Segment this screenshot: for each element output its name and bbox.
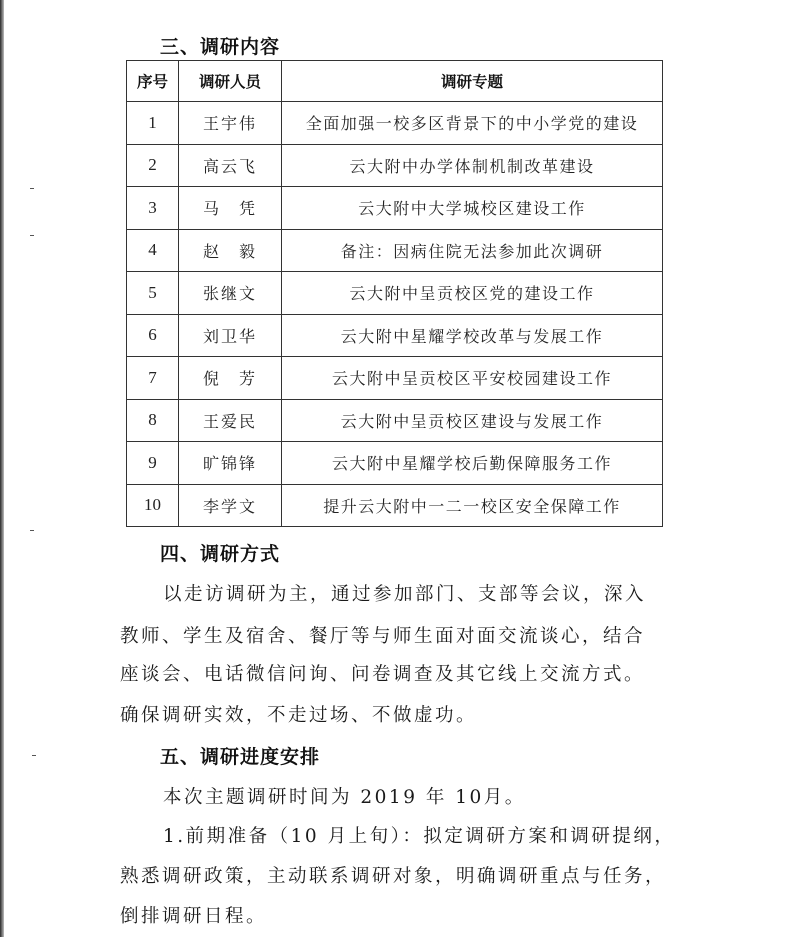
row-no: 10 — [127, 484, 179, 527]
row-person: 张继文 — [179, 272, 282, 315]
row-no: 2 — [127, 144, 179, 187]
row-person: 王爱民 — [179, 399, 282, 442]
survey-assignment-table — [126, 60, 663, 527]
header-person: 调研人员 — [179, 61, 282, 102]
row-no: 5 — [127, 272, 179, 315]
row-topic: 云大附中星耀学校后勤保障服务工作 — [282, 442, 663, 485]
section-5-item-1-line: 1.前期准备（10 月上旬）：拟定调研方案和调研提纲， — [163, 826, 676, 847]
row-no: 6 — [127, 314, 179, 357]
table-row — [127, 484, 663, 527]
section-4-paragraph-line: 座谈会、电话微信问询、问卷调查及其它线上交流方式。 — [120, 664, 646, 685]
row-person: 高云飞 — [179, 144, 282, 187]
table-row — [127, 187, 663, 230]
row-no: 4 — [127, 229, 179, 272]
section-4-paragraph-line: 以走访调研为主，通过参加部门、支部等会议，深入 — [163, 584, 647, 605]
row-person: 赵 毅 — [179, 229, 282, 272]
row-topic: 全面加强一校多区背景下的中小学党的建设 — [282, 102, 663, 145]
row-topic: 云大附中呈贡校区建设与发展工作 — [282, 399, 663, 442]
header-no: 序号 — [127, 61, 179, 102]
table-row — [127, 272, 663, 315]
row-topic: 云大附中办学体制机制改革建设 — [282, 144, 663, 187]
row-person: 倪 芳 — [179, 357, 282, 400]
table-row — [127, 229, 663, 272]
table-row — [127, 102, 663, 145]
section-5-intro: 本次主题调研时间为 2019 年 10月。 — [163, 787, 526, 808]
section-3-heading: 三、调研内容 — [160, 36, 281, 58]
row-topic: 云大附中呈贡校区党的建设工作 — [282, 272, 663, 315]
row-topic: 提升云大附中一二一校区安全保障工作 — [282, 484, 663, 527]
table-row — [127, 314, 663, 357]
row-person: 刘卫华 — [179, 314, 282, 357]
table-row — [127, 442, 663, 485]
row-person: 旷锦锋 — [179, 442, 282, 485]
section-4-paragraph-line: 教师、学生及宿舍、餐厅等与师生面对面交流谈心，结合 — [120, 626, 646, 647]
row-person: 马 凭 — [179, 187, 282, 230]
table-header-row — [127, 61, 663, 102]
row-no: 1 — [127, 102, 179, 145]
table-row — [127, 399, 663, 442]
section-5-item-1-line: 倒排调研日程。 — [120, 906, 268, 927]
scan-page-edge — [0, 0, 4, 937]
table-row — [127, 144, 663, 187]
row-topic: 云大附中大学城校区建设工作 — [282, 187, 663, 230]
row-topic: 云大附中呈贡校区平安校园建设工作 — [282, 357, 663, 400]
row-person: 李学文 — [179, 484, 282, 527]
row-no: 9 — [127, 442, 179, 485]
row-topic: 云大附中星耀学校改革与发展工作 — [282, 314, 663, 357]
section-5-heading: 五、调研进度安排 — [160, 746, 321, 768]
row-person: 王宇伟 — [179, 102, 282, 145]
section-5-item-1-line: 熟悉调研政策，主动联系调研对象，明确调研重点与任务， — [120, 866, 667, 887]
section-4-paragraph-line: 确保调研实效，不走过场、不做虚功。 — [120, 705, 478, 726]
scan-speck — [30, 235, 34, 236]
row-no: 7 — [127, 357, 179, 400]
section-4-heading: 四、调研方式 — [160, 543, 281, 565]
row-no: 8 — [127, 399, 179, 442]
row-no: 3 — [127, 187, 179, 230]
scan-speck — [32, 755, 36, 756]
row-topic: 备注：因病住院无法参加此次调研 — [282, 229, 663, 272]
header-topic: 调研专题 — [282, 61, 663, 102]
scan-speck — [30, 188, 34, 189]
table-row — [127, 357, 663, 400]
scan-speck — [30, 530, 34, 531]
